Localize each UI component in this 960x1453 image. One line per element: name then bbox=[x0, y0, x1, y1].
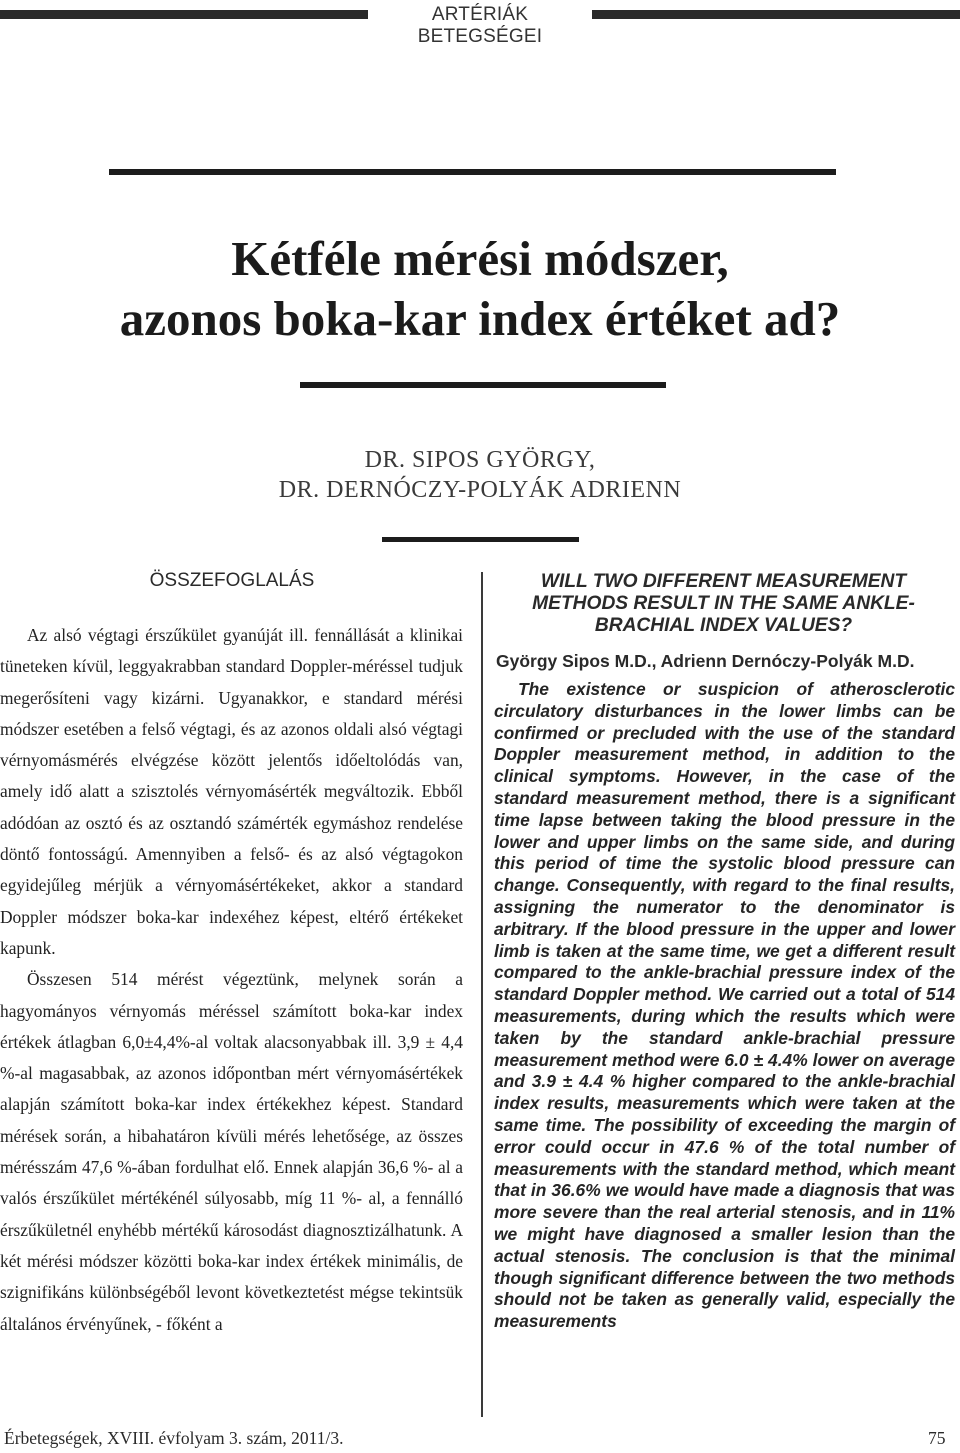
english-authors: György Sipos M.D., Adrienn Dernóczy-Polyák M.D. bbox=[496, 651, 915, 671]
article-title-line2: azonos boka-kar index értéket ad? bbox=[119, 291, 841, 346]
english-abstract-text: The existence or suspicion of atherosclerotic circulatory disturbances in the lower limbs can be confirmed or precluded with the use of the standard Doppler measurement method, in addition to the clinical symptoms. However, in the case of the standard measurement method, there is a significant time lapse between taking the blood pressure in the lower and upper limbs on the same side, and during this period of time the systolic blood pressure can change. Consequently, with regard to the final results, assigning the numerator to the denominator is arbitrary. If the blood pressure in the upper and lower limb is taken at the same time, we get a different result compared to the ankle-brachial pressure index of the standard Doppler method. We carried out a total of 514 measurements, during which the results which were taken by the standard ankle-brachial pressure measurement method were 6.0 ± 4.4% lower on average and 3.9 ± 4.4 % higher compared to the ankle-brachial index results, measurements which were taken at the same time. The possibility of exceeding the margin of error could occur in 47.6 % of the total number of measurements with the standard method, which meant that in 36.6% we would have made a diagnosis that was more severe than the real arterial stenosis, and in 11% we might have diagnosed a smaller lesion than the actual stenosis. The conclusion is that the minimal though significant difference between the two methods should not be taken as generally valid, especially the measurements bbox=[494, 679, 955, 1332]
title-top-rule bbox=[109, 169, 836, 175]
header-bar-left bbox=[0, 10, 368, 19]
authors-line2: DR. DERNÓCZY-POLYÁK ADRIENN bbox=[278, 477, 682, 503]
title-bottom-rule bbox=[300, 382, 666, 388]
summary-hu-body bbox=[0, 620, 463, 1340]
english-abstract bbox=[494, 679, 955, 1333]
header-bar-right bbox=[592, 10, 960, 19]
page-number: 75 bbox=[928, 1428, 946, 1448]
summary-hu-paragraph-1: Az alsó végtagi érszűkület gyanúját ill. fennállását a klinikai tüneteken kívül, leggyakrabban standard Doppler-méréssel tudjuk megerősíteni vagy kizárni. Ugyanakkor, e standard mérési módszer esetében a felső végtagi, és az azonos oldali alsó végtagi vérnyomásmérés elvégzése között jelentős időeltolódás van, amely idő alatt a szisztolés vérnyomásérték megváltozik. Ebből adódóan az osztó és az osztandó számérték egymáshoz rendelése döntő fontosságú. Amennyiben a felső- és az alsó végtagokon egyidejűleg mérjük a vérnyomásértékeket, akkor a standard Doppler módszer boka-kar indexéhez képest, eltérő értékeket kapunk. bbox=[0, 625, 463, 958]
english-title: WILL TWO DIFFERENT MEASUREMENT METHODS RESULT IN THE SAME ANKLE-BRACHIAL INDEX VALUES? bbox=[532, 571, 915, 636]
section-label: ARTÉRIÁK BETEGSÉGEI bbox=[417, 4, 543, 47]
summary-hu-paragraph-2: Összesen 514 mérést végeztünk, melynek során a hagyományos vérnyomás méréssel számított boka-kar index értékek átlagban 6,0±4,4%-al voltak alacsonyabbak ill. 3,9 ± 4,4 %-al magasabbak, az azonos időpontban mért vérnyomásértékek alapján számított boka-kar index értékekhez képest. Standard mérések során, a hibahatáron kívüli mérés lehetősége, az összes mérésszám 47,6 %-ában fordulhat elő. Ennek alapján 36,6 %- al a valós érszűkület mértékénél súlyosabb, míg 11 %- al, a fennálló érszűkületnél enyhébb mértékű károsodást diagnosztizálhatunk. A két mérési módszer közötti boka-kar index értékek minimális, de szignifikáns különbségéből levont következtetést mégse tekintsük általános érvényűnek, - főként a bbox=[0, 969, 463, 1334]
authors-line1: DR. SIPOS GYÖRGY, bbox=[364, 447, 596, 473]
authors-rule bbox=[382, 537, 579, 542]
summary-heading: ÖSSZEFOGLALÁS bbox=[149, 570, 315, 591]
journal-citation: Érbetegségek, XVIII. évfolyam 3. szám, 2011/3. bbox=[4, 1428, 344, 1448]
column-divider bbox=[481, 572, 483, 1417]
article-title-line1: Kétféle mérési módszer, bbox=[231, 231, 729, 286]
